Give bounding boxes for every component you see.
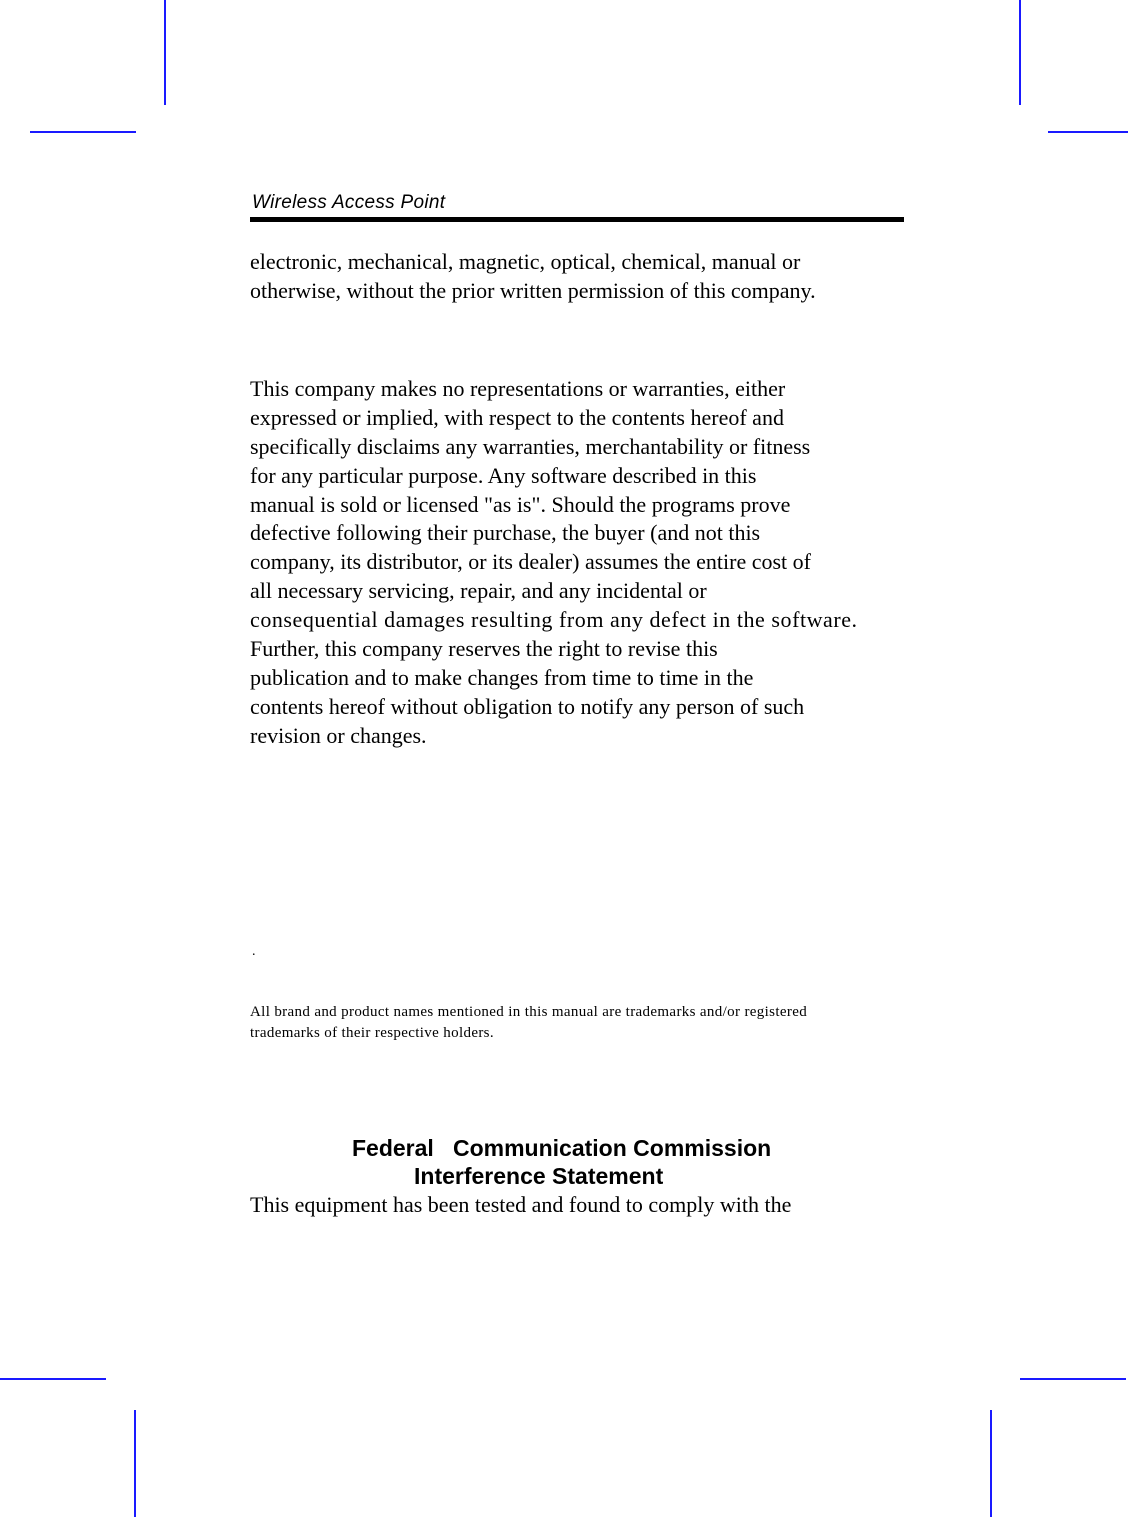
stray-period: .	[252, 944, 256, 959]
crop-mark-top-left-vertical	[164, 0, 166, 105]
fcc-heading	[250, 1134, 771, 1190]
text-line: company, its distributor, or its dealer) assumes the entire cost of	[250, 549, 811, 575]
text-line: otherwise, without the prior written permission of this company.	[250, 277, 816, 303]
crop-mark-bottom-left-vertical	[134, 1410, 136, 1517]
text-line: electronic, mechanical, magnetic, optical, chemical, manual or	[250, 249, 801, 274]
text-line: revision or changes.	[250, 722, 427, 748]
trademarks-paragraph	[250, 1002, 807, 1044]
text-line: all necessary servicing, repair, and any incidental or	[250, 578, 707, 604]
disclaimer-paragraph	[250, 375, 858, 751]
fcc-heading-line-2: Interference Statement	[414, 1163, 664, 1189]
text-line: This equipment has been tested and found to comply with the	[250, 1192, 792, 1217]
crop-mark-top-right-horizontal	[1048, 131, 1128, 133]
text-line: This company makes no representations or warranties, either	[250, 376, 786, 401]
fcc-body-paragraph	[250, 1191, 791, 1220]
text-line: expressed or implied, with respect to the contents hereof and	[250, 404, 784, 430]
crop-mark-bottom-right-horizontal	[1020, 1378, 1126, 1380]
text-line: specifically disclaims any warranties, merchantability or fitness	[250, 433, 811, 459]
crop-mark-bottom-right-vertical	[990, 1410, 992, 1517]
text-line: manual is sold or licensed "as is". Should the programs prove	[250, 491, 791, 517]
text-line: publication and to make changes from time to time in the	[250, 664, 754, 690]
text-line: defective following their purchase, the buyer (and not this	[250, 520, 761, 546]
copyright-paragraph	[250, 248, 816, 306]
fcc-heading-line-1: Federal Communication Commission	[352, 1135, 772, 1161]
text-line: trademarks of their respective holders.	[250, 1025, 494, 1041]
crop-mark-top-left-horizontal	[30, 131, 136, 133]
crop-mark-bottom-left-horizontal	[0, 1378, 106, 1380]
header-rule	[250, 217, 904, 222]
page-header-title: Wireless Access Point	[252, 192, 446, 213]
text-line: All brand and product names mentioned in this manual are trademarks and/or registered	[250, 1004, 808, 1020]
text-line: Further, this company reserves the right to revise this	[250, 636, 718, 662]
crop-mark-top-right-vertical	[1019, 0, 1021, 105]
text-line: consequential damages resulting from any defect in the software.	[250, 607, 858, 633]
text-line: contents hereof without obligation to notify any person of such	[250, 693, 805, 719]
text-line: for any particular purpose. Any software described in this	[250, 462, 757, 488]
